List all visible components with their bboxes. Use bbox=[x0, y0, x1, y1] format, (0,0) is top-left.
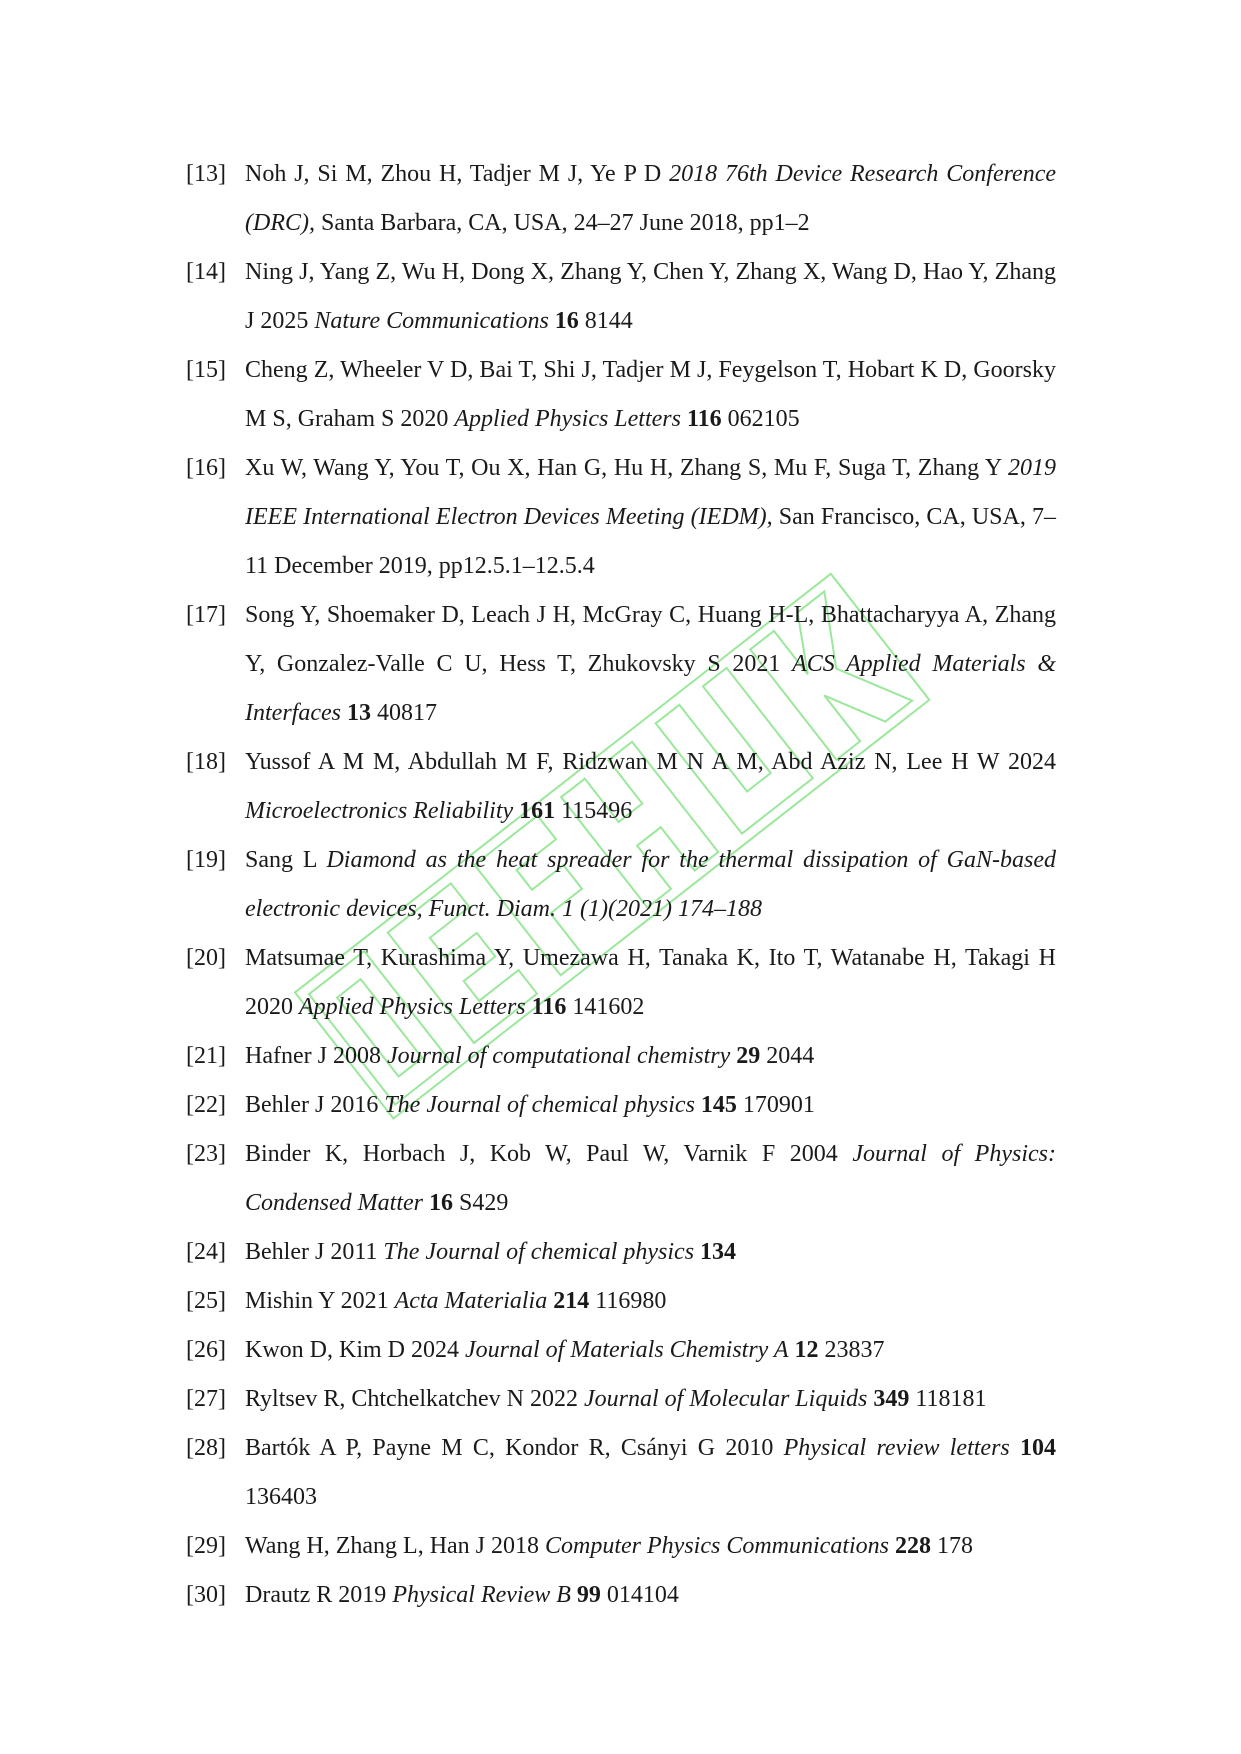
reference-segment: 23837 bbox=[818, 1337, 885, 1363]
reference-text bbox=[245, 934, 1056, 1032]
reference-source: Applied Physics Letters bbox=[299, 994, 526, 1020]
reference-number: [13] bbox=[186, 161, 226, 187]
reference-number: [17] bbox=[186, 602, 226, 628]
reference-segment: Cheng Z, Wheeler V D, Bai T, Shi J, Tadjer M J, Feygelson T, Hobart K D, Goorsky M S, Graham S 2020 bbox=[245, 357, 1056, 432]
reference-source: Journal of Physics: Condensed Matter bbox=[245, 1141, 1056, 1216]
reference-segment: Song Y, Shoemaker D, Leach J H, McGray C, Huang H-L, Bhattacharyya A, Zhang Y, Gonzalez-Valle C U, Hess T, Zhukovsky S 2021 bbox=[245, 602, 1056, 677]
reference-number: [30] bbox=[186, 1582, 226, 1608]
reference-item bbox=[186, 934, 1056, 1032]
reference-segment: 062105 bbox=[721, 406, 800, 432]
reference-item bbox=[186, 1081, 1056, 1130]
reference-item bbox=[186, 836, 1056, 934]
reference-item bbox=[186, 1522, 1056, 1571]
reference-number: [16] bbox=[186, 455, 226, 481]
reference-volume: 349 bbox=[873, 1386, 910, 1412]
reference-segment: 014104 bbox=[600, 1582, 679, 1608]
reference-segment: Drautz R 2019 bbox=[245, 1582, 393, 1608]
reference-text bbox=[245, 444, 1056, 591]
reference-source: 2018 76th Device Research Conference (DRC), bbox=[245, 161, 1056, 236]
reference-volume: 16 bbox=[554, 308, 579, 334]
reference-item bbox=[186, 738, 1056, 836]
reference-segment: Hafner J 2008 bbox=[245, 1043, 387, 1069]
reference-segment: Kwon D, Kim D 2024 bbox=[245, 1337, 465, 1363]
reference-segment: Xu W, Wang Y, You T, Ou X, Han G, Hu H, Zhang S, Mu F, Suga T, Zhang Y bbox=[245, 455, 1008, 481]
reference-source: Microelectronics Reliability bbox=[245, 798, 514, 824]
reference-item bbox=[186, 1571, 1056, 1620]
reference-segment: 116980 bbox=[589, 1288, 667, 1314]
reference-segment: Sang L bbox=[245, 847, 327, 873]
reference-number: [14] bbox=[186, 259, 226, 285]
reference-item bbox=[186, 1277, 1056, 1326]
reference-volume: 214 bbox=[553, 1288, 590, 1314]
reference-item bbox=[186, 1032, 1056, 1081]
reference-segment: Wang H, Zhang L, Han J 2018 bbox=[245, 1533, 546, 1559]
reference-segment: Matsumae T, Kurashima Y, Umezawa H, Tanaka K, Ito T, Watanabe H, Takagi H 2020 bbox=[245, 945, 1056, 1020]
reference-number: [25] bbox=[186, 1288, 226, 1314]
reference-item bbox=[186, 1424, 1056, 1522]
reference-item bbox=[186, 591, 1056, 738]
reference-volume: 104 bbox=[1020, 1435, 1056, 1461]
reference-segment: Behler J 2016 bbox=[245, 1092, 385, 1118]
reference-item bbox=[186, 1130, 1056, 1228]
reference-text bbox=[245, 591, 1056, 738]
reference-source: Computer Physics Communications bbox=[545, 1533, 889, 1559]
reference-number: [21] bbox=[186, 1043, 226, 1069]
reference-segment: Santa Barbara, CA, USA, 24–27 June 2018, pp1–2 bbox=[314, 210, 810, 236]
reference-text bbox=[245, 1424, 1056, 1522]
reference-text bbox=[245, 1032, 1056, 1081]
reference-number: [27] bbox=[186, 1386, 226, 1412]
reference-segment: 178 bbox=[931, 1533, 973, 1559]
reference-segment: Ning J, Yang Z, Wu H, Dong X, Zhang Y, Chen Y, Zhang X, Wang D, Hao Y, Zhang J 2025 bbox=[245, 259, 1056, 334]
reference-volume: 29 bbox=[736, 1043, 761, 1069]
reference-text bbox=[245, 1277, 1056, 1326]
reference-source: Journal of Molecular Liquids bbox=[584, 1386, 868, 1412]
reference-segment: San Francisco, CA, USA, 7–11 December 2019, pp12.5.1–12.5.4 bbox=[245, 504, 1057, 579]
reference-text bbox=[245, 1375, 1056, 1424]
reference-item bbox=[186, 1228, 1056, 1277]
reference-segment bbox=[1010, 1435, 1020, 1461]
reference-volume: 145 bbox=[700, 1092, 737, 1118]
reference-number: [22] bbox=[186, 1092, 226, 1118]
reference-text bbox=[245, 1228, 1056, 1277]
reference-number: [24] bbox=[186, 1239, 226, 1265]
reference-number: [19] bbox=[186, 847, 226, 873]
reference-source: Acta Materialia bbox=[394, 1288, 548, 1314]
reference-text bbox=[245, 1571, 1056, 1620]
reference-item bbox=[186, 150, 1056, 248]
reference-number: [29] bbox=[186, 1533, 226, 1559]
reference-segment: Yussof A M M, Abdullah M F, Ridzwan M N A M, Abd Aziz N, Lee H W 2024 bbox=[245, 749, 1056, 775]
reference-segment: Mishin Y 2021 bbox=[245, 1288, 395, 1314]
reference-segment: 170901 bbox=[736, 1092, 815, 1118]
reference-text bbox=[245, 150, 1056, 248]
reference-text bbox=[245, 1130, 1056, 1228]
reference-item bbox=[186, 1375, 1056, 1424]
reference-number: [28] bbox=[186, 1435, 226, 1461]
reference-text bbox=[245, 346, 1056, 444]
reference-item bbox=[186, 248, 1056, 346]
reference-text bbox=[245, 248, 1056, 346]
reference-text bbox=[245, 1081, 1056, 1130]
reference-number: [20] bbox=[186, 945, 226, 971]
reference-source: 2019 IEEE International Electron Devices Meeting (IEDM), bbox=[245, 455, 1056, 530]
reference-segment: Bartók A P, Payne M C, Kondor R, Csányi G 2010 bbox=[245, 1435, 784, 1461]
reference-text bbox=[245, 836, 1056, 934]
reference-item bbox=[186, 444, 1056, 591]
reference-list bbox=[186, 150, 1056, 1620]
reference-number: [18] bbox=[186, 749, 226, 775]
reference-volume: 16 bbox=[428, 1190, 453, 1216]
reference-source: ACS Applied Materials & Interfaces bbox=[245, 651, 1056, 726]
reference-segment: 118181 bbox=[909, 1386, 987, 1412]
reference-segment: Binder K, Horbach J, Kob W, Paul W, Varnik F 2004 bbox=[245, 1141, 853, 1167]
reference-segment: 141602 bbox=[566, 994, 645, 1020]
reference-segment: S429 bbox=[452, 1190, 509, 1216]
reference-source: The Journal of chemical physics bbox=[383, 1239, 695, 1265]
reference-number: [26] bbox=[186, 1337, 226, 1363]
reference-segment: 115496 bbox=[555, 798, 633, 824]
reference-source: Journal of Materials Chemistry A bbox=[465, 1337, 789, 1363]
reference-volume: 161 bbox=[519, 798, 556, 824]
reference-source: Journal of computational chemistry bbox=[386, 1043, 731, 1069]
reference-source: Applied Physics Letters bbox=[454, 406, 681, 432]
reference-volume: 116 bbox=[531, 994, 567, 1020]
reference-volume: 134 bbox=[700, 1239, 737, 1265]
reference-text bbox=[245, 1326, 1056, 1375]
reference-source: Physical review letters bbox=[783, 1435, 1010, 1461]
reference-volume: 99 bbox=[576, 1582, 601, 1608]
reference-source: Diamond as the heat spreader for the thermal dissipation of GaN-based electronic devices, Funct. Diam. 1 (1)(2021) 174–188 bbox=[245, 847, 1056, 922]
reference-segment: 8144 bbox=[578, 308, 633, 334]
reference-text bbox=[245, 738, 1056, 836]
reference-volume: 13 bbox=[346, 700, 371, 726]
reference-segment: 40817 bbox=[370, 700, 437, 726]
reference-source: The Journal of chemical physics bbox=[384, 1092, 695, 1118]
reference-segment: Noh J, Si M, Zhou H, Tadjer M J, Ye P D bbox=[245, 161, 670, 187]
reference-text bbox=[245, 1522, 1056, 1571]
reference-volume: 228 bbox=[895, 1533, 931, 1559]
reference-segment: Behler J 2011 bbox=[245, 1239, 384, 1265]
reference-volume: 12 bbox=[794, 1337, 819, 1363]
reference-item bbox=[186, 1326, 1056, 1375]
reference-source: Nature Communications bbox=[314, 308, 549, 334]
reference-number: [15] bbox=[186, 357, 226, 383]
reference-number: [23] bbox=[186, 1141, 226, 1167]
reference-volume: 116 bbox=[686, 406, 722, 432]
reference-source: Physical Review B bbox=[392, 1582, 571, 1608]
reference-segment: 136403 bbox=[245, 1484, 317, 1510]
reference-segment: 2044 bbox=[760, 1043, 815, 1069]
reference-segment: Ryltsev R, Chtchelkatchev N 2022 bbox=[245, 1386, 584, 1412]
reference-item bbox=[186, 346, 1056, 444]
